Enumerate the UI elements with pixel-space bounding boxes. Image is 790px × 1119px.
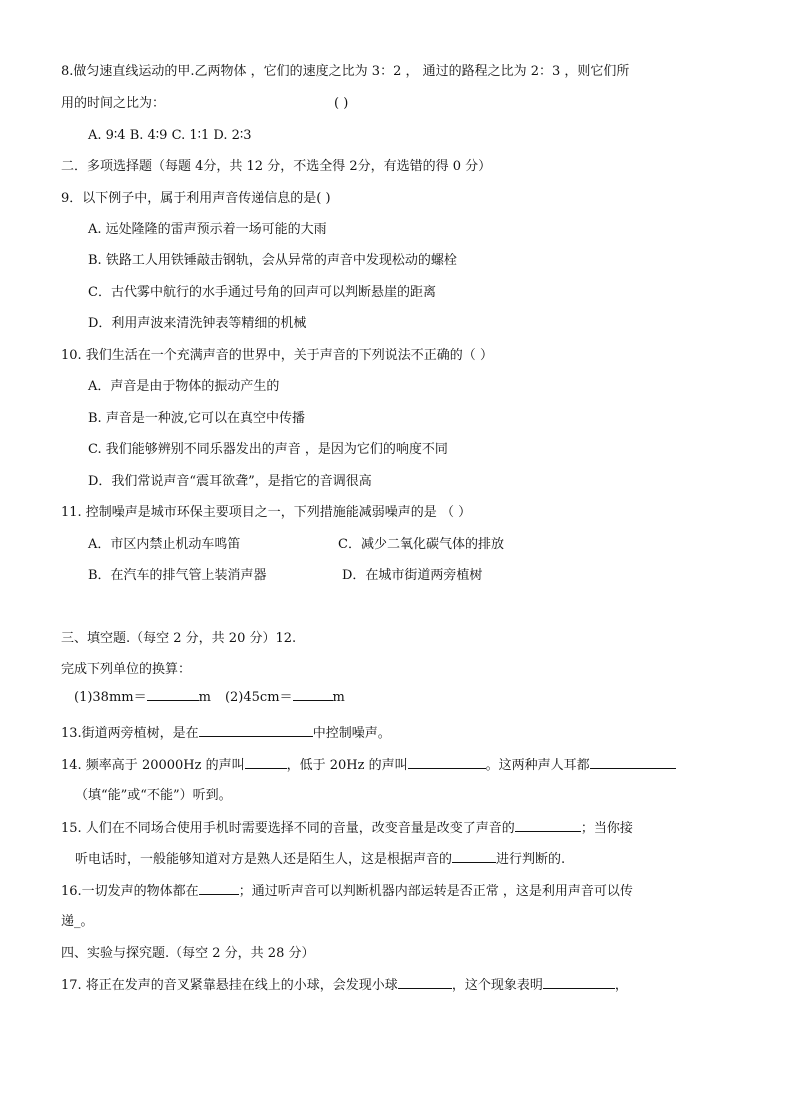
section3-heading: 三、填空题.（每空 2 分，共 20 分）12. [61,631,297,646]
q13-suffix: 中控制噪声。 [312,726,391,741]
q9-option-a: A. 远处隆隆的雷声预示着一场可能的大雨 [88,222,327,237]
q17-line1 [61,976,628,995]
q15-blank-2[interactable] [452,850,496,863]
q15-line1 [61,819,633,838]
q8-answer-bracket: ( ) [334,96,349,111]
q15-part1: 15. 人们在不同场合使用手机时需要选择不同的音量，改变音量是改变了声音的 [61,821,515,836]
q9-option-d: D．利用声波来清洗钟表等精细的机械 [88,316,307,331]
q8-options: A. 9∶4 B. 4∶9 C. 1∶1 D. 2∶3 [88,128,252,143]
q17-part2: ，这个现象表明 [451,978,543,993]
q12-part1-unit: m [198,690,211,705]
q14-blank-1[interactable] [245,756,287,769]
q10-option-b: B. 声音是一种波,它可以在真空中传播 [88,411,305,426]
q16-line2: 递_。 [61,914,94,929]
q16-line1 [61,882,633,901]
q13-blank[interactable] [199,724,313,737]
q12-part1-blank[interactable] [147,688,199,701]
q15-blank-1[interactable] [515,819,581,832]
q12-intro: 完成下列单位的换算： [61,662,192,677]
q15-line2 [75,850,565,869]
q12-part2-blank[interactable] [293,688,333,701]
q12-part2-unit: m [332,690,345,705]
q14-part2: ，低于 20Hz 的声叫 [286,758,408,773]
q14-part1: 14. 频率高于 20000Hz 的声叫 [61,758,245,773]
q9-option-b: B. 铁路工人用铁锤敲击钢轨，会从异常的声音中发现松动的螺栓 [88,253,457,268]
q11-option-a: A．市区内禁止机动车鸣笛 [88,537,241,552]
q10-stem: 10. 我们生活在一个充满声音的世界中，关于声音的下列说法不正确的（ ） [61,348,493,363]
q15-line2-part2: 进行判断的. [496,852,566,867]
q16-part1: 16.一切发声的物体都在 [61,884,199,899]
q12-part1-prefix: (1)38mm＝ [74,690,147,705]
q11-option-d: D．在城市街道两旁植树 [342,568,483,583]
q17-blank-1[interactable] [398,976,452,989]
q14-blank-3[interactable] [590,756,676,769]
q15-part2: ；当你接 [580,821,633,836]
q14-line2: （填“能”或“不能”）听到。 [75,788,232,803]
q10-option-a: A．声音是由于物体的振动产生的 [88,379,280,394]
q17-blank-2[interactable] [543,976,615,989]
q14-blank-2[interactable] [408,756,486,769]
q15-line2-part1: 听电话时，一般能够知道对方是熟人还是陌生人，这是根据声音的 [75,852,453,867]
q9-option-c: C．古代雾中航行的水手通过号角的回声可以判断悬崖的距离 [88,285,436,300]
section4-heading: 四、实验与探究题.（每空 2 分，共 28 分） [61,946,315,961]
section2-heading: 二．多项选择题（每题 4分，共 12 分，不选全得 2分，有选错的得 0 分） [61,159,492,174]
q10-option-d: D．我们常说声音“震耳欲聋”，是指它的音调很高 [88,474,372,489]
q16-part2: ；通过听声音可以判断机器内部运转是否正常 ，这是利用声音可以传 [238,884,633,899]
q13-prefix: 13.街道两旁植树，是在 [61,726,199,741]
q9-stem: 9．以下例子中，属于利用声音传递信息的是( ) [61,191,331,206]
q17-part1: 17. 将正在发声的音叉紧靠悬挂在线上的小球，会发现小球 [61,978,398,993]
q16-blank-1[interactable] [199,882,239,895]
q10-option-c: C. 我们能够辨别不同乐器发出的声音 ，是因为它们的响度不同 [88,442,448,457]
q14-line1 [61,756,676,775]
q8-line1: 8.做匀速直线运动的甲.乙两物体 ，它们的速度之比为 3：2 ， 通过的路程之比为 2：3 ，则它们所 [61,64,630,79]
q14-part3: 。这两种声人耳都 [485,758,590,773]
q8-line2: 用的时间之比为： [61,96,166,111]
q17-part3: ， [614,978,628,993]
q12-part2-prefix: (2)45cm＝ [224,690,293,705]
q11-option-b: B．在汽车的排气管上装消声器 [88,568,267,583]
q11-stem: 11. 控制噪声是城市环保主要项目之一，下列措施能减弱噪声的是 （ ） [61,505,472,520]
q11-option-c: C．减少二氧化碳气体的排放 [338,537,504,552]
q12-conversions [74,688,345,707]
q13 [61,724,391,743]
